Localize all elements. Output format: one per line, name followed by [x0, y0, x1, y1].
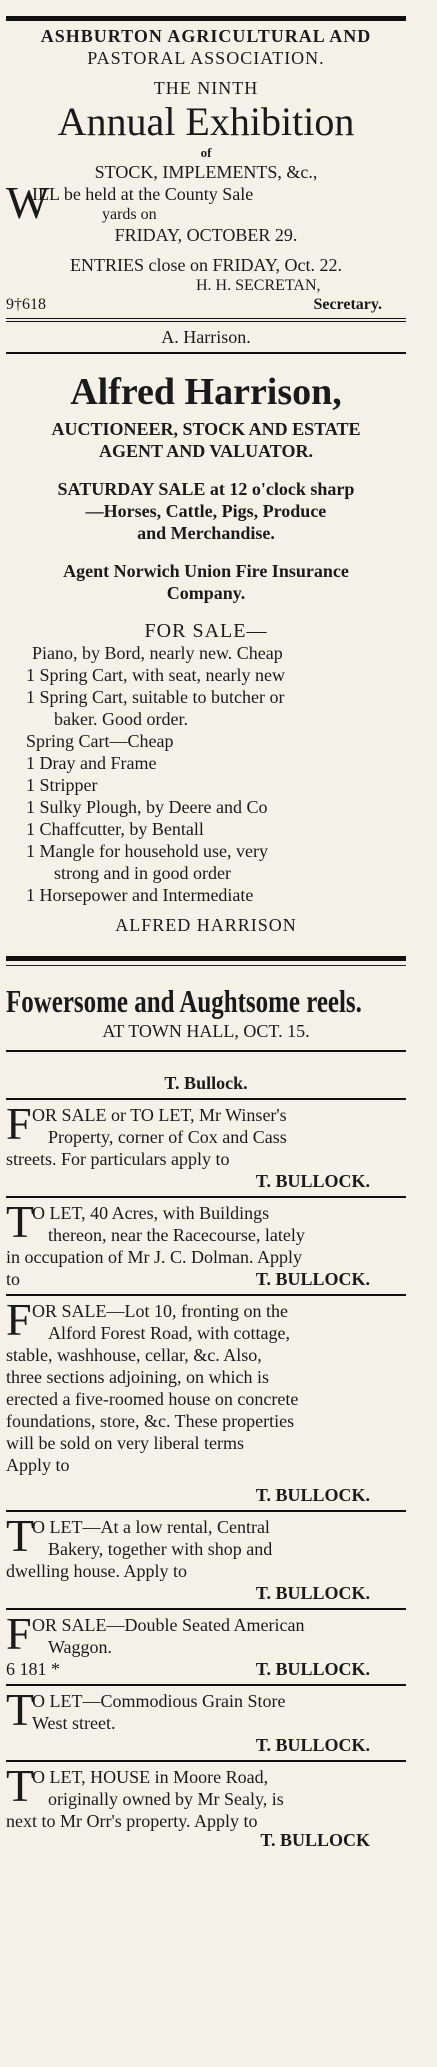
ad-line: Waggon. [48, 1637, 113, 1657]
list-item: 1 Horsepower and Intermediate [26, 885, 254, 905]
insurance-agent-line-1: Agent Norwich Union Fire Insurance [63, 561, 349, 581]
ad-line: Alford Forest Road, with cottage, [48, 1323, 290, 1343]
list-item: 1 Stripper [26, 775, 98, 795]
ad-line: O LET, 40 Acres, with Buildings [32, 1203, 270, 1223]
ad-line: stable, washhouse, cellar, &c. Also, [6, 1345, 262, 1365]
rule-harrison-heading [6, 352, 406, 354]
bullock-ad [6, 1196, 406, 1290]
ad-line: OR SALE—Lot 10, fronting on the [32, 1301, 288, 1321]
top-rule [6, 16, 406, 21]
rule-after-harrison-thin [6, 965, 406, 966]
secretary-title: Secretary. [313, 296, 382, 313]
harrison-signature: ALFRED HARRISON [115, 915, 297, 935]
will-dropcap: W [6, 177, 50, 228]
list-item: 1 Chaffcutter, by Bentall [26, 819, 204, 839]
ad-divider [6, 1510, 406, 1512]
list-item: 1 Dray and Frame [26, 753, 157, 773]
ad-signature: T. BULLOCK [260, 1830, 370, 1850]
ad-divider [6, 1684, 406, 1686]
list-item: 1 Spring Cart, suitable to butcher or [26, 687, 285, 707]
ad-dropcap: T [6, 1760, 35, 1811]
saturday-sale-line-3: and Merchandise. [137, 523, 275, 543]
harrison-heading: A. Harrison. [161, 327, 251, 347]
bullock-ad [6, 1608, 406, 1680]
ad-divider [6, 1608, 406, 1610]
rule-bullock-heading [6, 1098, 406, 1100]
ad-divider [6, 1294, 406, 1296]
harrison-role-line-1: AUCTIONEER, STOCK AND ESTATE [51, 419, 361, 439]
ad-signature: T. BULLOCK. [255, 1583, 370, 1603]
harrison-name: Alfred Harrison, [70, 371, 342, 413]
list-item: 1 Sulky Plough, by Deere and Co [26, 797, 268, 817]
list-item: 1 Spring Cart, with seat, nearly new [26, 665, 285, 685]
saturday-sale-line-1: SATURDAY SALE at 12 o'clock sharp [57, 479, 355, 499]
rule-after-reels [6, 1050, 406, 1052]
ad-line: three sections adjoining, on which is [6, 1367, 269, 1387]
bullock-heading: T. Bullock. [164, 1073, 248, 1093]
will-line-2: yards on [102, 206, 157, 223]
list-item: Piano, by Bord, nearly new. Cheap [32, 643, 283, 663]
ad-signature: T. BULLOCK. [255, 1485, 370, 1505]
harrison-role-line-2: AGENT AND VALUATOR. [99, 441, 313, 461]
ad-line: O LET, HOUSE in Moore Road, [32, 1767, 269, 1787]
stock-label: STOCK, IMPLEMENTS, &c., [94, 162, 318, 182]
secretary-name: H. H. SECRETAN, [196, 277, 321, 294]
list-item: 1 Mangle for household use, very [26, 841, 268, 861]
ad-signature: T. BULLOCK. [255, 1735, 370, 1755]
saturday-sale-line-2: —Horses, Cattle, Pigs, Produce [85, 501, 327, 521]
of-label: of [200, 145, 212, 160]
ad-line: O LET—Commodious Grain Store [32, 1691, 286, 1711]
ad-line: originally owned by Mr Sealy, is [48, 1789, 284, 1809]
ad-signature: T. BULLOCK. [255, 1171, 370, 1191]
entries-close: ENTRIES close on FRIDAY, Oct. 22. [69, 255, 342, 275]
will-paragraph [6, 177, 406, 228]
exhibition-date: FRIDAY, OCTOBER 29. [114, 225, 298, 245]
ad-divider [6, 1760, 406, 1762]
ad-line: to [6, 1269, 21, 1289]
ad-line: will be sold on very liberal terms [6, 1433, 244, 1453]
list-item: Spring Cart—Cheap [26, 731, 174, 751]
reels-title: Fowersome and Aughtsome reels. [6, 983, 362, 1019]
rule-after-harrison [6, 956, 406, 961]
ad-line: Apply to [6, 1455, 70, 1475]
ad-dropcap: T [6, 1510, 35, 1561]
ad-signature: T. BULLOCK. [255, 1269, 370, 1289]
ad-ref: 6 181 * [6, 1659, 60, 1679]
association-name-line-2: PASTORAL ASSOCIATION. [87, 48, 325, 68]
ad-line: O LET—At a low rental, Central [32, 1517, 270, 1537]
ad-line: dwelling house. Apply to [6, 1561, 187, 1581]
ad-line: OR SALE or TO LET, Mr Winser's [32, 1105, 287, 1125]
bullock-ad [6, 1760, 406, 1850]
association-notice [6, 25, 406, 314]
ad-divider [6, 1196, 406, 1198]
ad-line: Bakery, together with shop and [48, 1539, 273, 1559]
ad-line: OR SALE—Double Seated American [32, 1615, 305, 1635]
ninth-label: THE NINTH [153, 78, 259, 98]
association-ref: 9†618 [6, 296, 46, 313]
ad-line: in occupation of Mr J. C. Dolman. Apply [6, 1247, 302, 1267]
ad-dropcap: F [6, 1294, 32, 1345]
ad-dropcap: T [6, 1196, 35, 1247]
ad-line: erected a five-roomed house on concrete [6, 1389, 299, 1409]
ad-dropcap: F [6, 1098, 32, 1149]
ad-dropcap: T [6, 1684, 35, 1735]
ad-dropcap: F [6, 1608, 32, 1659]
bullock-ad [6, 1510, 406, 1604]
ad-line: next to Mr Orr's property. Apply to [6, 1811, 258, 1831]
for-sale-list [6, 642, 406, 906]
rule-after-association [6, 318, 406, 322]
association-name-line-1: ASHBURTON AGRICULTURAL AND [40, 26, 372, 46]
ad-signature: T. BULLOCK. [255, 1659, 370, 1679]
ad-line: West street. [32, 1713, 116, 1733]
ad-line: Property, corner of Cox and Cass [48, 1127, 287, 1147]
ad-line: thereon, near the Racecourse, lately [48, 1225, 305, 1245]
bullock-ad [6, 1684, 406, 1756]
ad-line: foundations, store, &c. These properties [6, 1411, 295, 1431]
will-line-1: ILL be held at the County Sale [32, 184, 254, 204]
bullock-ad [6, 1098, 406, 1192]
reels-subtitle: AT TOWN HALL, OCT. 15. [102, 1021, 310, 1041]
for-sale-heading: FOR SALE— [144, 620, 268, 642]
list-item: baker. Good order. [54, 709, 188, 729]
bullock-ad [6, 1294, 406, 1506]
list-item: strong and in good order [54, 863, 231, 883]
exhibition-title: Annual Exhibition [57, 99, 355, 144]
insurance-agent-line-2: Company. [166, 583, 246, 603]
ad-line: streets. For particulars apply to [6, 1149, 230, 1169]
